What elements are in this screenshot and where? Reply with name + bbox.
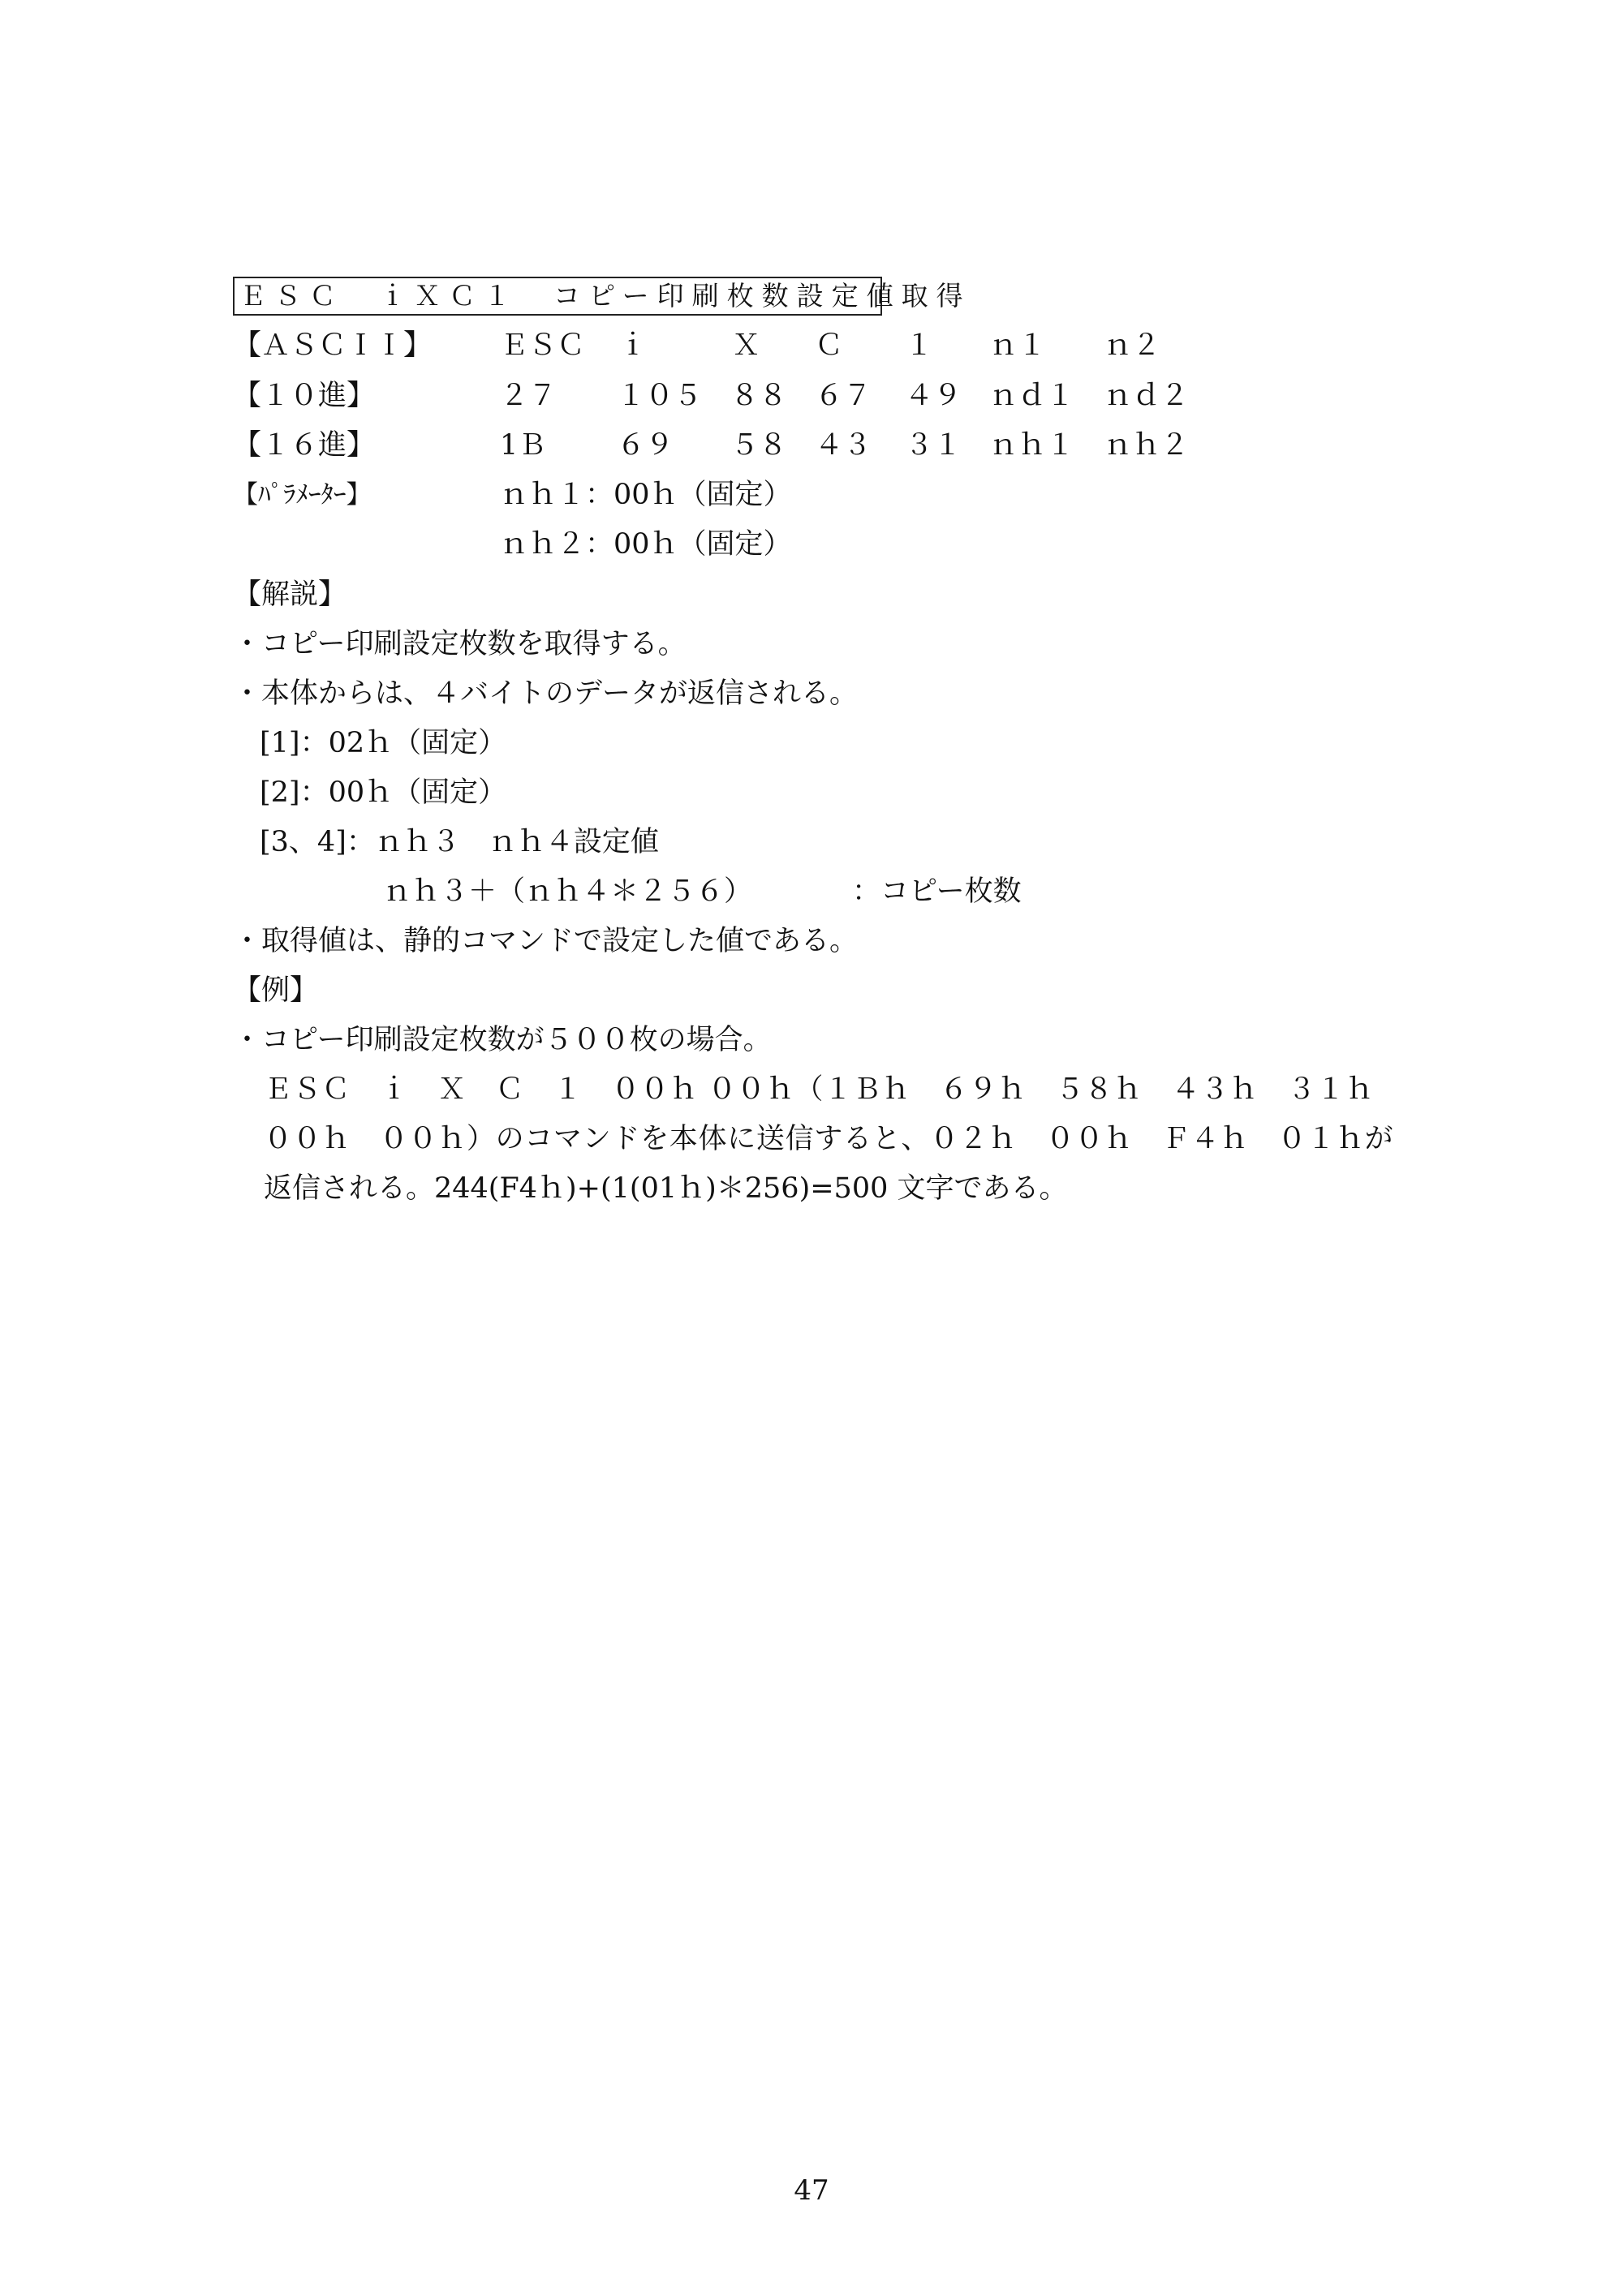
hex-row-label: 【１６進】 xyxy=(233,429,376,462)
hex-cell: ｎｈ１ xyxy=(989,429,1075,462)
ascii-cell: ＥＳＣ xyxy=(500,329,586,362)
ascii-row-label: 【ＡＳＣＩＩ】 xyxy=(233,329,433,362)
ascii-cell: １ xyxy=(905,329,934,362)
decimal-cell: ｎｄ１ xyxy=(989,380,1075,412)
decimal-cell: ８８ xyxy=(730,380,788,412)
page-number: 47 xyxy=(794,2174,829,2207)
decimal-cell: ｎｄ２ xyxy=(1104,380,1190,412)
example-command-line: ＥＳＣ ｉ Ｘ Ｃ １ ００ｈ ００ｈ（１Ｂｈ ６９ｈ ５８ｈ ４３ｈ ３１ｈ xyxy=(264,1073,1375,1106)
response-bytes-3-4: [3、4]：ｎｈ３ ｎｈ４設定値 xyxy=(260,826,659,858)
hex-cell: 1Ｂ xyxy=(500,429,547,462)
ascii-cell: Ｃ xyxy=(815,329,844,362)
explanation-bullet: ・取得値は、静的コマンドで設定した値である。 xyxy=(233,925,859,957)
explanation-bullet: ・コピー印刷設定枚数を取得する。 xyxy=(233,628,687,660)
section-title: ＥＳＣ ｉＸＣ１ コピー印刷枚数設定値取得 xyxy=(233,277,882,316)
parameters-label: 【ﾊﾟﾗﾒｰﾀｰ】 xyxy=(233,480,372,510)
hex-cell: ３１ xyxy=(905,429,962,462)
copy-count-formula-note: ：コピー枚数 xyxy=(852,875,1022,908)
hex-cell: ６９ xyxy=(617,429,674,462)
decimal-cell: １０５ xyxy=(617,380,703,412)
hex-cell: ４３ xyxy=(815,429,872,462)
explanation-heading: 【解説】 xyxy=(233,578,347,611)
example-bullet: ・コピー印刷設定枚数が５００枚の場合。 xyxy=(233,1024,772,1056)
decimal-cell: ６７ xyxy=(815,380,872,412)
decimal-cell: ２７ xyxy=(500,380,558,412)
ascii-cell: ｎ１ xyxy=(989,329,1047,362)
hex-cell: ｎｈ２ xyxy=(1104,429,1190,462)
hex-cell: ５８ xyxy=(730,429,788,462)
parameter-line: ｎｈ２：00ｈ（固定） xyxy=(500,528,792,561)
explanation-bullet: ・本体からは、４バイトのデータが返信される。 xyxy=(233,677,859,710)
ascii-cell: Ｘ xyxy=(732,329,761,362)
parameter-line: ｎｈ１：00ｈ（固定） xyxy=(500,479,792,511)
example-result-line: 返信される。244(F4ｈ)+(1(01ｈ)＊256)=500 文字である。 xyxy=(264,1172,1068,1205)
ascii-cell: ｎ２ xyxy=(1104,329,1161,362)
response-byte-2: [2]：00ｈ（固定） xyxy=(260,776,507,809)
ascii-cell: ｉ xyxy=(618,329,648,362)
example-command-line: ００ｈ ００ｈ）のコマンドを本体に送信すると、０２ｈ ００ｈ Ｆ４ｈ ０１ｈが xyxy=(264,1123,1394,1155)
decimal-row-label: 【１０進】 xyxy=(233,380,376,412)
decimal-cell: ４９ xyxy=(905,380,962,412)
example-heading: 【例】 xyxy=(233,974,319,1007)
copy-count-formula: ｎｈ３＋（ｎｈ４＊２５６） xyxy=(383,875,753,908)
response-byte-1: [1]：02ｈ（固定） xyxy=(260,727,507,759)
